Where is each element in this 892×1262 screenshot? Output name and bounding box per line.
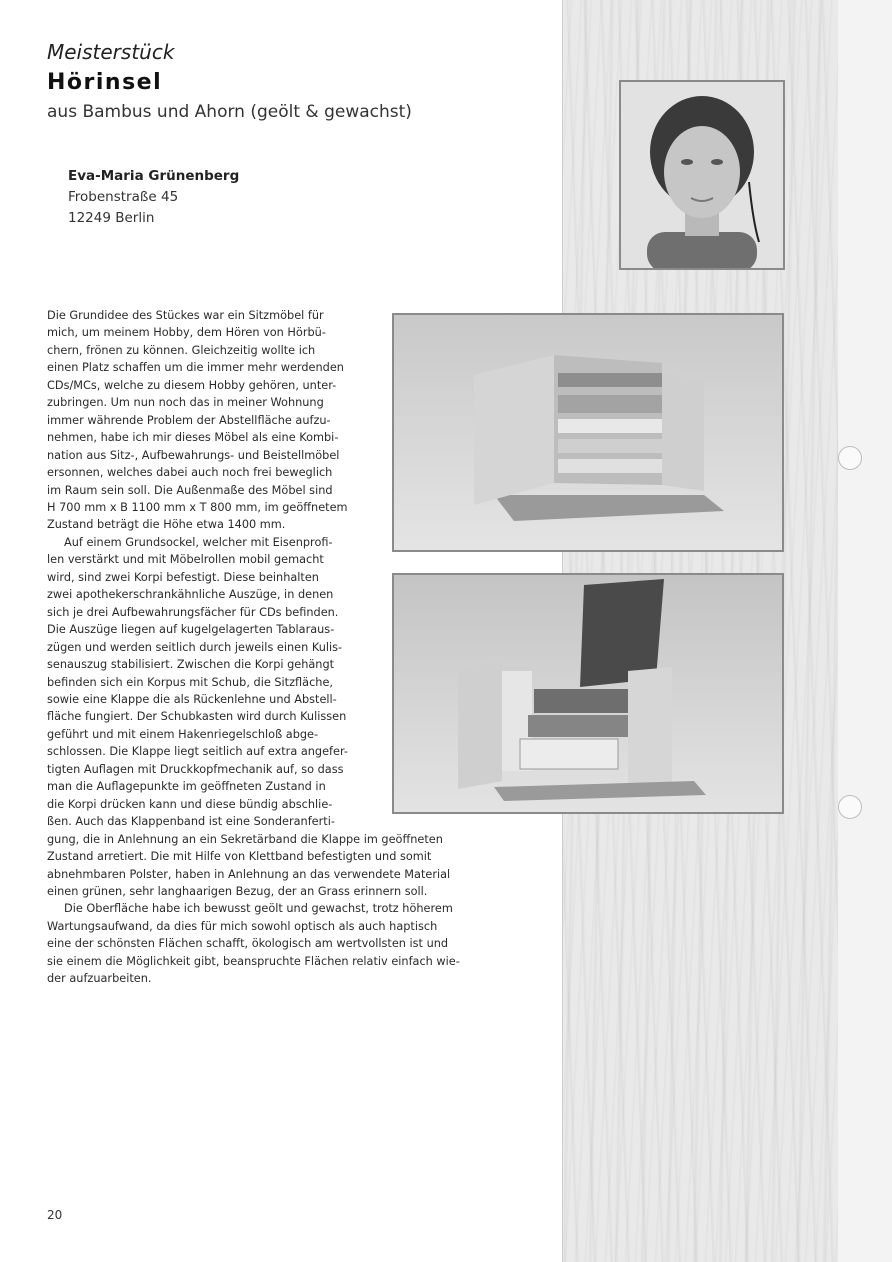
body-line: Zustand arretiert. Die mit Hilfe von Klettband befestigten und somit [47,850,432,864]
portrait-photo [619,80,785,270]
body-line: ßen. Auch das Klappenband ist eine Sonderanferti- [47,815,335,829]
body-line: nation aus Sitz-, Aufbewahrungs- und Beistellmöbel [47,448,340,462]
author-block [68,166,239,229]
body-line: geführt und mit einem Hakenriegelschloß abge- [47,727,319,741]
subtitle: aus Bambus und Ahorn (geölt & gewachst) [47,102,412,122]
body-line: zwei apothekerschrankähnliche Auszüge, in denen [47,588,334,602]
body-line: len verstärkt und mit Möbelrollen mobil gemacht [47,553,324,567]
body-line: sie einem die Möglichkeit gibt, beanspruchte Flächen relativ einfach wie- [47,954,460,968]
page-number: 20 [47,1208,63,1222]
body-line: chern, frönen zu können. Gleichzeitig wollte ich [47,343,316,357]
author-city: 12249 Berlin [68,210,155,226]
body-line: immer währende Problem der Abstellfläche aufzu- [47,413,331,427]
body-line: die Korpi drücken kann und diese bündig abschlie- [47,797,333,811]
body-line: Wartungsaufwand, da dies für mich sowohl optisch als auch haptisch [47,919,438,933]
body-line: sowie eine Klappe die als Rückenlehne und Abstell- [47,692,337,706]
body-line: im Raum sein soll. Die Außenmaße des Möbel sind [47,483,333,497]
body-line: fläche fungiert. Der Schubkasten wird durch Kulissen [47,710,347,724]
page-title: Hörinsel [47,70,163,95]
body-line: man die Auflagepunkte im geöffneten Zustand in [47,780,326,794]
body-line: CDs/MCs, welche zu diesem Hobby gehören, unter- [47,378,337,392]
body-line: zubringen. Um nun noch das in meiner Wohnung [47,396,324,410]
punch-hole-bottom [838,795,862,819]
kicker: Meisterstück [47,40,175,64]
body-line: Zustand beträgt die Höhe etwa 1400 mm. [47,518,286,532]
body-line: eine der schönsten Flächen schafft, ökologisch am wertvollsten ist und [47,937,449,951]
body-line: ersonnen, welches dabei auch noch frei beweglich [47,466,333,480]
body-line: mich, um meinem Hobby, dem Hören von Hörbü- [47,326,326,340]
body-line: tigten Auflagen mit Druckkopfmechanik auf, so dass [47,762,344,776]
body-line: abnehmbaren Polster, haben in Anlehnung an das verwendete Material [47,867,451,881]
body-line: senauszug stabilisiert. Zwischen die Korpi gehängt [47,658,335,672]
body-line: nehmen, habe ich mir dieses Möbel als eine Kombi- [47,431,339,445]
body-line: schlossen. Die Klappe liegt seitlich auf extra angefer- [47,745,348,759]
punch-hole-top [838,446,862,470]
body-line: H 700 mm x B 1100 mm x T 800 mm, im geöffnetem [47,500,348,514]
body-line: Die Grundidee des Stückes war ein Sitzmöbel für [47,309,324,322]
page-edge [838,0,892,1262]
body-line: Die Auszüge liegen auf kugelgelagerten Tablaraus- [47,623,335,637]
body-line: Die Oberfläche habe ich bewusst geölt und gewachst, trotz höherem [64,902,453,916]
body-line: zügen und werden seitlich durch jeweils einen Kulis- [47,640,343,654]
body-text [47,307,460,988]
body-line: sich je drei Aufbewahrungsfächer für CDs befinden. [47,605,339,619]
author-name: Eva-Maria Grünenberg [68,168,240,184]
body-line: der aufzuarbeiten. [47,972,152,986]
body-line: wird, sind zwei Korpi befestigt. Diese beinhalten [47,570,319,584]
body-line: Auf einem Grundsockel, welcher mit Eisenprofi- [64,535,333,549]
author-street: Frobenstraße 45 [68,189,179,205]
body-line: einen Platz schaffen um die immer mehr werdenden [47,361,344,375]
body-line: gung, die in Anlehnung an ein Sekretärband die Klappe im geöffneten [47,832,443,846]
body-line: einen grünen, sehr langhaarigen Bezug, der an Grass erinnern soll. [47,884,428,898]
body-line: befinden sich ein Korpus mit Schub, die Sitzfläche, [47,675,333,689]
